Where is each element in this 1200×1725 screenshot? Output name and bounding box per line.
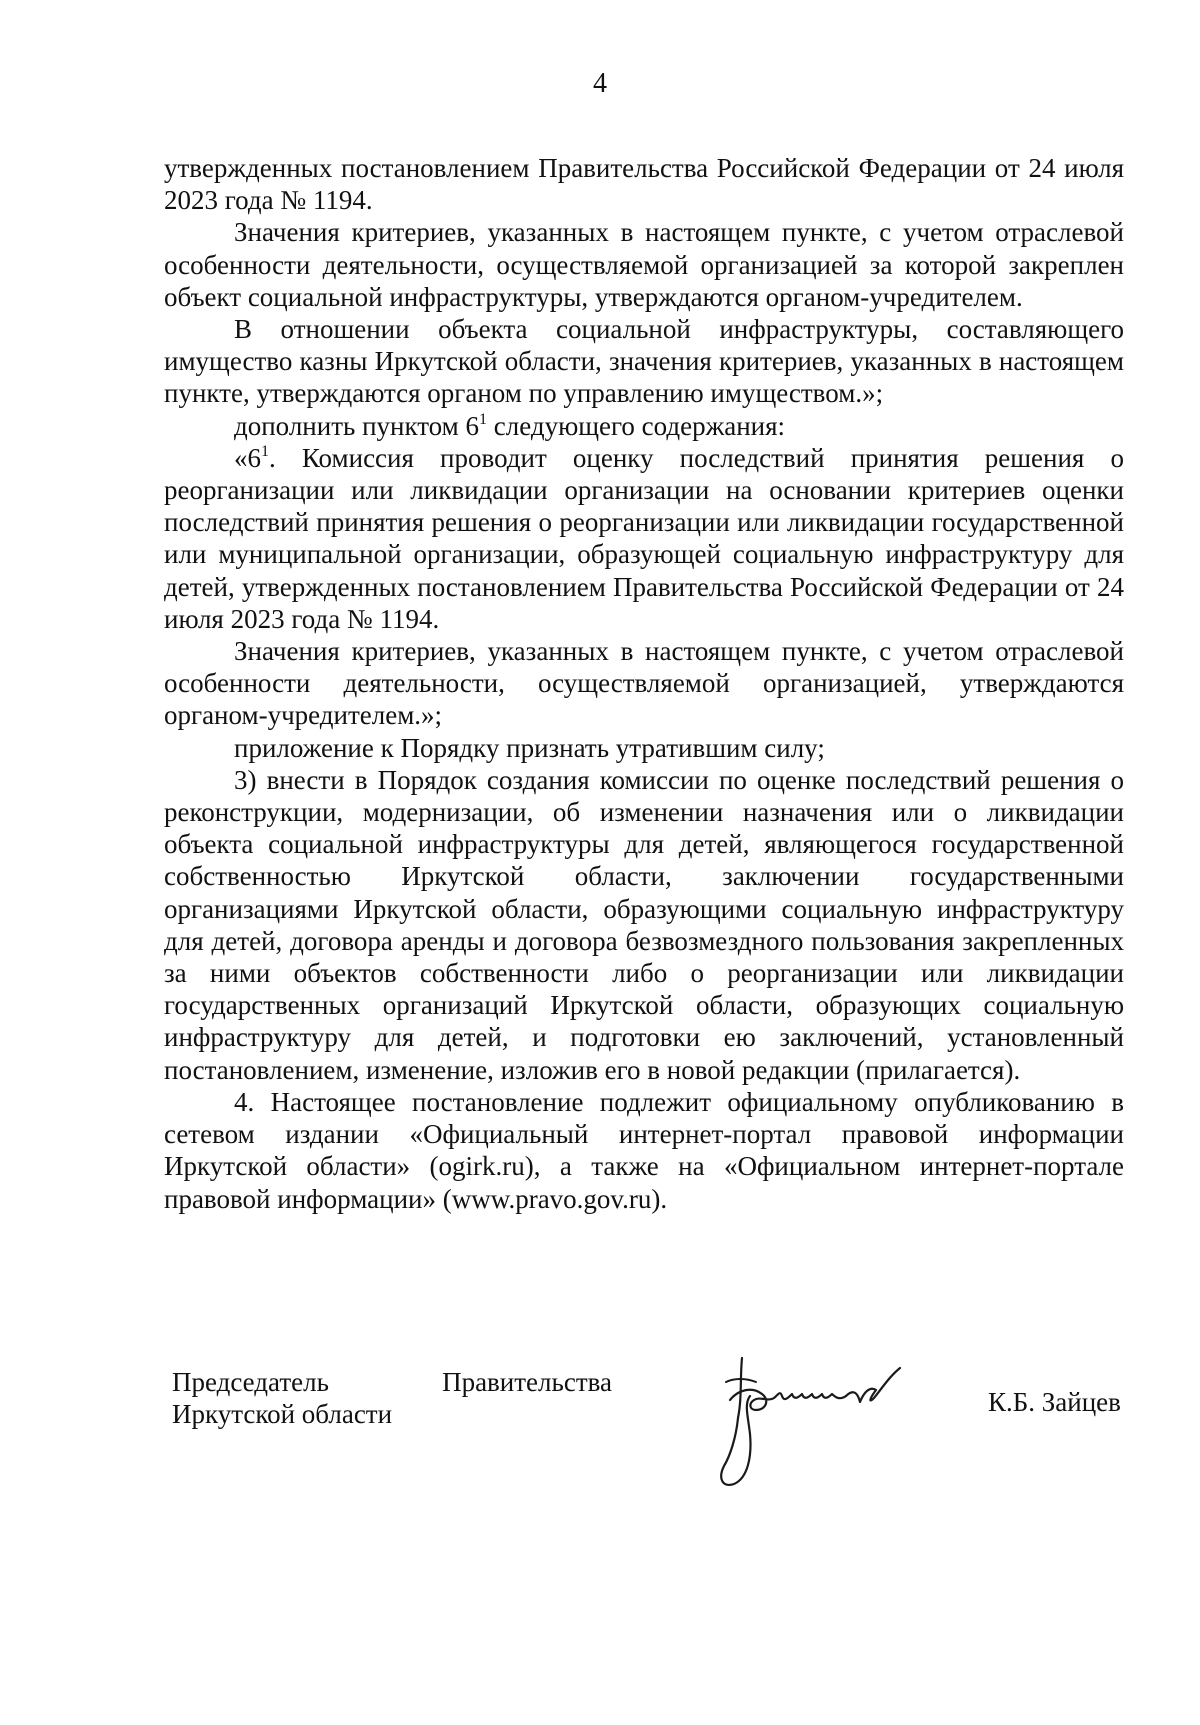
paragraph-item-6-1-pre: «6 <box>234 442 261 473</box>
signatory-title <box>172 1366 612 1430</box>
paragraph-continuation: утвержденных постановлением Правительства Российской Федерации от 24 июля 2023 года № 1194. <box>164 153 1124 216</box>
page-number: 4 <box>593 68 607 99</box>
signatory-name: К.Б. Зайцев <box>988 1387 1121 1417</box>
superscript-1: 1 <box>479 410 487 428</box>
handwritten-signature <box>690 1338 950 1498</box>
paragraph-criteria-values-2: Значения критериев, указанных в настоящем пункте, с учетом отраслевой особенности деятельности, осуществляемой организацией, утверждаются органом-учредителем.»; <box>164 636 1124 731</box>
paragraph-item-4-publication: 4. Настоящее постановление подлежит официальному опубликованию в сетевом издании «Официальный интернет-портал правовой информации Иркутской области» (ogirk.ru), а также на «Официальном интернет-портале правовой информации» (www.pravo.gov.ru). <box>164 1086 1124 1214</box>
paragraph-criteria-values: Значения критериев, указанных в настоящем пункте, с учетом отраслевой особенности деятельности, осуществляемой организацией за которой закреплен объект социальной инфраструктуры, утверждаются органом-учредителем. <box>164 217 1124 312</box>
signatory-title-line2: Иркутской области <box>172 1399 393 1429</box>
paragraph-appendix-void: приложение к Порядку признать утратившим силу; <box>234 732 825 763</box>
signatory-title-word1: Председатель <box>172 1367 329 1397</box>
signatory-title-word2: Правительства <box>442 1367 612 1397</box>
paragraph-item-6-1 <box>164 442 1124 635</box>
paragraph-add-item-pre: дополнить пунктом 6 <box>234 410 479 441</box>
paragraph-item-6-1-post: . Комиссия проводит оценку последствий принятия решения о реорганизации или ликвидации организации на основании критериев оценки последствий принятия решения о реорганизации или ликвидации государственной или муниципальной организации, образующей социальную инфраструктуру для детей, утвержденных постановлением Правительства Российской Федерации от 24 июля 2023 года № 1194. <box>164 442 1124 634</box>
signature-block <box>0 1362 1200 1502</box>
paragraph-add-item-post: следующего содержания: <box>487 410 786 441</box>
paragraph-treasury-property: В отношении объекта социальной инфраструктуры, составляющего имущество казны Иркутской области, значения критериев, указанных в настоящем пункте, утверждаются органом по управлению имуществом.»; <box>164 314 1124 409</box>
superscript-1: 1 <box>261 442 269 460</box>
paragraph-add-item-6-1 <box>164 410 1124 442</box>
document-body <box>164 152 1124 1215</box>
paragraph-item-3: 3) внести в Порядок создания комиссии по оценке последствий решения о реконструкции, модернизации, об изменении назначения или о ликвидации объекта социальной инфраструктуры для детей, являющегося государственной собственностью Иркутской области, заключении государственными организациями Иркутской области, образующими социальную инфраструктуру для детей, договора аренды и договора безвозмездного пользования закрепленных за ними объектов собственности либо о реорганизации или ликвидации государственных организаций Иркутской области, образующих социальную инфраструктуру для детей, и подготовки ею заключений, установленный постановлением, изменение, изложив его в новой редакции (прилагается). <box>164 764 1124 1085</box>
